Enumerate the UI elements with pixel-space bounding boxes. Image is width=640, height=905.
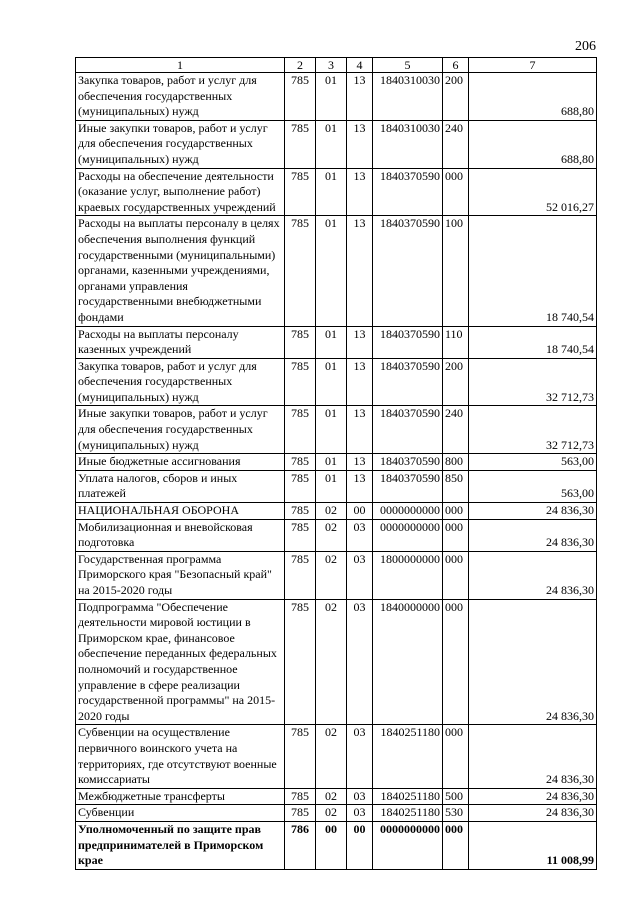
row-sum-cell: 24 836,30 (469, 503, 597, 520)
row-rz-cell: 01 (316, 358, 347, 406)
row-pr-cell: 03 (347, 551, 373, 599)
row-csr-cell: 1800000000 (373, 551, 443, 599)
row-csr-cell: 1840370590 (373, 358, 443, 406)
row-vr-cell: 000 (443, 503, 469, 520)
row-pr-cell: 03 (347, 519, 373, 551)
header-cell-4: 4 (347, 58, 373, 73)
row-pr-cell: 13 (347, 454, 373, 471)
row-vr-cell: 110 (443, 326, 469, 358)
row-name-cell: НАЦИОНАЛЬНАЯ ОБОРОНА (76, 503, 285, 520)
row-gr-cell: 785 (285, 725, 316, 788)
row-pr-cell: 03 (347, 725, 373, 788)
row-name-cell: Уплата налогов, сборов и иных платежей (76, 470, 285, 502)
row-rz-cell: 01 (316, 216, 347, 326)
row-vr-cell: 240 (443, 120, 469, 168)
row-sum-cell: 18 740,54 (469, 216, 597, 326)
row-csr-cell: 1840310030 (373, 73, 443, 121)
row-rz-cell: 01 (316, 168, 347, 216)
row-csr-cell: 0000000000 (373, 519, 443, 551)
row-gr-cell: 785 (285, 519, 316, 551)
row-sum-cell: 24 836,30 (469, 599, 597, 725)
row-name-cell: Уполномоченный по защите прав предпринимателей в Приморском крае (76, 821, 285, 869)
row-name-cell: Расходы на выплаты персоналу в целях обеспечения выполнения функций государственными (муниципальными) органами, казенными учреждениями, органами управления государственными внебюджетными фондами (76, 216, 285, 326)
row-vr-cell: 200 (443, 358, 469, 406)
row-rz-cell: 01 (316, 120, 347, 168)
row-vr-cell: 000 (443, 725, 469, 788)
row-vr-cell: 200 (443, 73, 469, 121)
row-name-cell: Иные закупки товаров, работ и услуг для обеспечения государственных (муниципальных) нужд (76, 406, 285, 454)
row-vr-cell: 000 (443, 168, 469, 216)
row-sum-cell: 688,80 (469, 73, 597, 121)
row-csr-cell: 1840370590 (373, 168, 443, 216)
row-pr-cell: 03 (347, 599, 373, 725)
row-gr-cell: 785 (285, 470, 316, 502)
table-row (76, 725, 597, 788)
row-csr-cell: 1840000000 (373, 599, 443, 725)
row-name-cell: Подпрограмма "Обеспечение деятельности мировой юстиции в Приморском крае, финансовое обеспечение переданных федеральных полномочий и государственное управление в сфере реализации государственной программы" на 2015-2020 годы (76, 599, 285, 725)
row-gr-cell: 785 (285, 454, 316, 471)
row-sum-cell: 24 836,30 (469, 519, 597, 551)
row-gr-cell: 785 (285, 326, 316, 358)
row-rz-cell: 02 (316, 551, 347, 599)
header-cell-6: 6 (443, 58, 469, 73)
row-sum-cell: 688,80 (469, 120, 597, 168)
header-cell-3: 3 (316, 58, 347, 73)
header-cell-1: 1 (76, 58, 285, 73)
row-name-cell: Межбюджетные трансферты (76, 788, 285, 805)
row-gr-cell: 785 (285, 503, 316, 520)
row-vr-cell: 500 (443, 788, 469, 805)
row-rz-cell: 02 (316, 725, 347, 788)
table-row (76, 503, 597, 520)
row-vr-cell: 100 (443, 216, 469, 326)
row-vr-cell: 000 (443, 551, 469, 599)
row-vr-cell: 000 (443, 599, 469, 725)
table-row (76, 599, 597, 725)
row-vr-cell: 850 (443, 470, 469, 502)
row-vr-cell: 000 (443, 519, 469, 551)
row-gr-cell: 785 (285, 120, 316, 168)
row-gr-cell: 786 (285, 821, 316, 869)
row-rz-cell: 02 (316, 788, 347, 805)
row-csr-cell: 1840251180 (373, 805, 443, 822)
row-gr-cell: 785 (285, 168, 316, 216)
row-gr-cell: 785 (285, 406, 316, 454)
row-csr-cell: 1840370590 (373, 406, 443, 454)
row-csr-cell: 1840310030 (373, 120, 443, 168)
header-cell-7: 7 (469, 58, 597, 73)
row-pr-cell: 00 (347, 503, 373, 520)
row-rz-cell: 00 (316, 821, 347, 869)
row-rz-cell: 02 (316, 519, 347, 551)
row-csr-cell: 1840370590 (373, 470, 443, 502)
row-name-cell: Субвенции (76, 805, 285, 822)
row-rz-cell: 02 (316, 599, 347, 725)
row-rz-cell: 01 (316, 406, 347, 454)
row-vr-cell: 800 (443, 454, 469, 471)
row-pr-cell: 13 (347, 470, 373, 502)
row-csr-cell: 1840370590 (373, 454, 443, 471)
row-sum-cell: 32 712,73 (469, 358, 597, 406)
table-row (76, 821, 597, 869)
row-sum-cell: 24 836,30 (469, 725, 597, 788)
row-rz-cell: 02 (316, 503, 347, 520)
table-row (76, 470, 597, 502)
row-name-cell: Мобилизационная и вневойсковая подготовка (76, 519, 285, 551)
row-name-cell: Государственная программа Приморского края "Безопасный край" на 2015-2020 годы (76, 551, 285, 599)
row-sum-cell: 11 008,99 (469, 821, 597, 869)
row-vr-cell: 240 (443, 406, 469, 454)
row-pr-cell: 13 (347, 120, 373, 168)
page-number: 206 (575, 39, 596, 54)
row-sum-cell: 24 836,30 (469, 805, 597, 822)
row-rz-cell: 01 (316, 470, 347, 502)
row-sum-cell: 18 740,54 (469, 326, 597, 358)
row-gr-cell: 785 (285, 788, 316, 805)
row-gr-cell: 785 (285, 73, 316, 121)
row-sum-cell: 52 016,27 (469, 168, 597, 216)
row-csr-cell: 1840370590 (373, 216, 443, 326)
row-gr-cell: 785 (285, 216, 316, 326)
table-row (76, 73, 597, 121)
table-row (76, 805, 597, 822)
row-csr-cell: 0000000000 (373, 503, 443, 520)
row-csr-cell: 0000000000 (373, 821, 443, 869)
header-cell-5: 5 (373, 58, 443, 73)
row-pr-cell: 03 (347, 788, 373, 805)
row-sum-cell: 32 712,73 (469, 406, 597, 454)
row-name-cell: Субвенции на осуществление первичного воинского учета на территориях, где отсутствуют военные комиссариаты (76, 725, 285, 788)
row-rz-cell: 01 (316, 454, 347, 471)
row-gr-cell: 785 (285, 805, 316, 822)
row-name-cell: Расходы на обеспечение деятельности (оказание услуг, выполнение работ) краевых государственных учреждений (76, 168, 285, 216)
row-pr-cell: 13 (347, 73, 373, 121)
budget-table (75, 57, 597, 870)
row-vr-cell: 530 (443, 805, 469, 822)
header-cell-2: 2 (285, 58, 316, 73)
row-gr-cell: 785 (285, 358, 316, 406)
row-pr-cell: 13 (347, 358, 373, 406)
row-rz-cell: 01 (316, 73, 347, 121)
row-csr-cell: 1840251180 (373, 725, 443, 788)
table-row (76, 551, 597, 599)
row-sum-cell: 563,00 (469, 470, 597, 502)
table-row (76, 519, 597, 551)
row-name-cell: Иные закупки товаров, работ и услуг для обеспечения государственных (муниципальных) нужд (76, 120, 285, 168)
table-row (76, 454, 597, 471)
row-name-cell: Иные бюджетные ассигнования (76, 454, 285, 471)
table-row (76, 406, 597, 454)
table-row (76, 120, 597, 168)
row-rz-cell: 02 (316, 805, 347, 822)
row-sum-cell: 563,00 (469, 454, 597, 471)
row-rz-cell: 01 (316, 326, 347, 358)
row-vr-cell: 000 (443, 821, 469, 869)
row-pr-cell: 13 (347, 216, 373, 326)
table-row (76, 788, 597, 805)
row-sum-cell: 24 836,30 (469, 551, 597, 599)
row-pr-cell: 00 (347, 821, 373, 869)
row-name-cell: Закупка товаров, работ и услуг для обеспечения государственных (муниципальных) нужд (76, 73, 285, 121)
row-pr-cell: 13 (347, 168, 373, 216)
row-pr-cell: 13 (347, 326, 373, 358)
table-row (76, 168, 597, 216)
row-pr-cell: 03 (347, 805, 373, 822)
row-gr-cell: 785 (285, 551, 316, 599)
row-csr-cell: 1840251180 (373, 788, 443, 805)
row-csr-cell: 1840370590 (373, 326, 443, 358)
table-row (76, 216, 597, 326)
row-name-cell: Закупка товаров, работ и услуг для обеспечения государственных (муниципальных) нужд (76, 358, 285, 406)
table-row (76, 326, 597, 358)
header-row (76, 58, 597, 73)
row-pr-cell: 13 (347, 406, 373, 454)
row-gr-cell: 785 (285, 599, 316, 725)
table-row (76, 358, 597, 406)
row-name-cell: Расходы на выплаты персоналу казенных учреждений (76, 326, 285, 358)
row-sum-cell: 24 836,30 (469, 788, 597, 805)
